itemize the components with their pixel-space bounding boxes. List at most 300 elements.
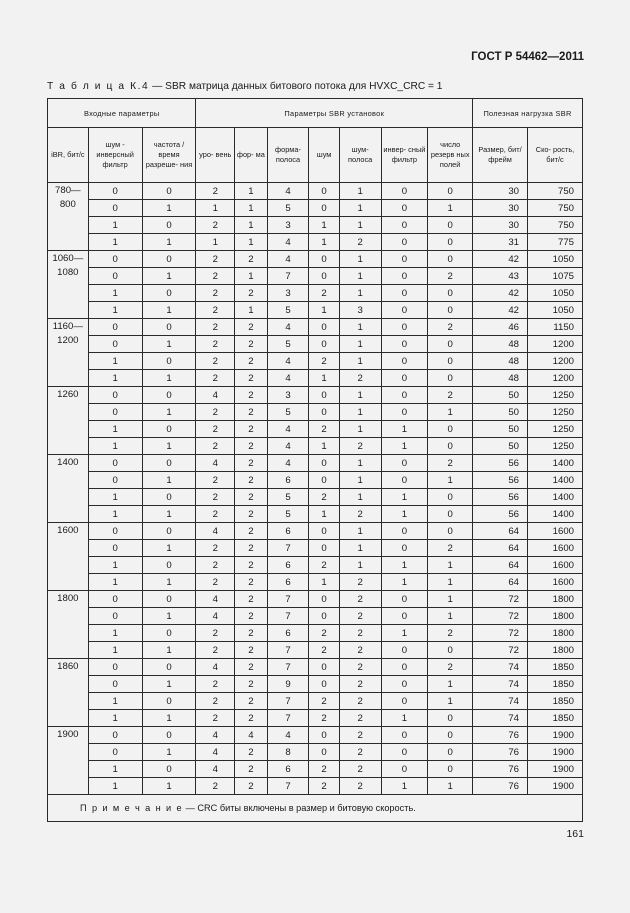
table-cell: 1 (142, 744, 196, 761)
table-cell: 4 (267, 438, 309, 455)
table-cell: 56 (473, 472, 528, 489)
table-cell: 42 (473, 251, 528, 268)
table-cell: 2 (235, 336, 268, 353)
table-cell: 1 (381, 421, 428, 438)
table-note (48, 795, 583, 822)
table-cell: 4 (196, 659, 235, 676)
table-cell: 775 (528, 234, 583, 251)
table-row (48, 353, 583, 370)
table-cell: 1 (88, 217, 142, 234)
table-cell: 0 (142, 217, 196, 234)
table-cell: 0 (428, 370, 473, 387)
sbr-matrix-table (47, 98, 583, 822)
table-row (48, 268, 583, 285)
table-row (48, 625, 583, 642)
table-cell: 0 (88, 404, 142, 421)
table-cell: 0 (142, 557, 196, 574)
table-cell: 0 (381, 727, 428, 744)
table-cell: 0 (88, 591, 142, 608)
ibr-cell: 1260 (48, 387, 89, 455)
table-cell: 6 (267, 557, 309, 574)
table-cell: 1250 (528, 387, 583, 404)
table-cell: 1 (339, 557, 381, 574)
table-cell: 0 (142, 353, 196, 370)
table-cell: 2 (196, 574, 235, 591)
table-cell: 2 (339, 370, 381, 387)
table-cell: 1 (339, 183, 381, 200)
table-cell: 2 (309, 285, 340, 302)
table-row (48, 387, 583, 404)
column-header: частота / время разреше- ния (142, 128, 196, 183)
table-cell: 64 (473, 574, 528, 591)
column-header: шум- полоса (339, 128, 381, 183)
table-cell: 1900 (528, 744, 583, 761)
table-cell: 76 (473, 744, 528, 761)
table-cell: 0 (428, 336, 473, 353)
table-cell: 7 (267, 268, 309, 285)
table-cell: 1 (339, 489, 381, 506)
table-cell: 1 (88, 370, 142, 387)
table-cell: 0 (88, 183, 142, 200)
table-cell: 1 (88, 506, 142, 523)
table-cell: 0 (428, 234, 473, 251)
table-cell: 1 (381, 438, 428, 455)
table-cell: 0 (309, 659, 340, 676)
table-cell: 2 (196, 710, 235, 727)
table-row (48, 523, 583, 540)
table-cell: 1 (196, 234, 235, 251)
table-caption (47, 81, 442, 92)
table-cell: 1 (142, 608, 196, 625)
table-cell: 0 (428, 251, 473, 268)
table-cell: 72 (473, 642, 528, 659)
table-cell: 1 (142, 710, 196, 727)
note-text: — CRC биты включены в размер и битовую скорость. (183, 803, 416, 813)
table-cell: 0 (428, 353, 473, 370)
column-header: фор- ма (235, 128, 268, 183)
table-cell: 2 (196, 370, 235, 387)
table-row (48, 642, 583, 659)
table-cell: 0 (381, 217, 428, 234)
table-row (48, 404, 583, 421)
table-row (48, 557, 583, 574)
table-cell: 1 (339, 200, 381, 217)
table-cell: 2 (196, 285, 235, 302)
table-cell: 0 (88, 387, 142, 404)
table-cell: 1 (142, 370, 196, 387)
table-cell: 6 (267, 523, 309, 540)
table-cell: 2 (196, 183, 235, 200)
table-cell: 1075 (528, 268, 583, 285)
table-cell: 2 (235, 472, 268, 489)
table-cell: 74 (473, 676, 528, 693)
table-cell: 0 (381, 302, 428, 319)
table-cell: 50 (473, 404, 528, 421)
table-cell: 0 (88, 523, 142, 540)
table-cell: 1600 (528, 574, 583, 591)
table-cell: 1 (142, 438, 196, 455)
table-cell: 1250 (528, 438, 583, 455)
table-cell: 2 (196, 642, 235, 659)
table-cell: 1 (88, 642, 142, 659)
table-cell: 1400 (528, 506, 583, 523)
table-cell: 1 (428, 676, 473, 693)
table-cell: 4 (235, 727, 268, 744)
table-cell: 1 (309, 574, 340, 591)
table-cell: 0 (309, 727, 340, 744)
table-cell: 1 (142, 574, 196, 591)
table-cell: 0 (88, 200, 142, 217)
table-cell: 1 (142, 676, 196, 693)
ibr-cell: 1800 (48, 591, 89, 659)
column-header: Размер, бит/фрейм (473, 128, 528, 183)
table-cell: 1 (235, 183, 268, 200)
table-cell: 1600 (528, 523, 583, 540)
table-cell: 2 (339, 438, 381, 455)
table-cell: 72 (473, 608, 528, 625)
table-cell: 0 (309, 183, 340, 200)
table-row (48, 778, 583, 795)
table-cell: 0 (381, 268, 428, 285)
table-cell: 0 (381, 744, 428, 761)
table-cell: 1850 (528, 693, 583, 710)
table-cell: 7 (267, 778, 309, 795)
table-cell: 1200 (528, 370, 583, 387)
table-cell: 2 (309, 642, 340, 659)
table-cell: 1 (196, 200, 235, 217)
table-row (48, 319, 583, 336)
table-cell: 1 (88, 489, 142, 506)
table-cell: 4 (196, 608, 235, 625)
table-cell: 6 (267, 625, 309, 642)
table-cell: 1400 (528, 489, 583, 506)
table-cell: 0 (428, 727, 473, 744)
table-cell: 0 (381, 183, 428, 200)
table-cell: 1800 (528, 591, 583, 608)
table-cell: 2 (339, 234, 381, 251)
table-row (48, 676, 583, 693)
table-cell: 0 (88, 540, 142, 557)
table-cell: 2 (428, 540, 473, 557)
table-cell: 4 (267, 727, 309, 744)
table-cell: 0 (381, 387, 428, 404)
table-cell: 30 (473, 183, 528, 200)
table-cell: 56 (473, 455, 528, 472)
table-cell: 0 (381, 404, 428, 421)
table-cell: 74 (473, 710, 528, 727)
table-cell: 4 (267, 421, 309, 438)
table-cell: 2 (235, 608, 268, 625)
table-cell: 2 (339, 591, 381, 608)
table-cell: 1200 (528, 336, 583, 353)
table-cell: 2 (196, 421, 235, 438)
table-cell: 3 (267, 217, 309, 234)
table-cell: 4 (196, 523, 235, 540)
table-cell: 48 (473, 370, 528, 387)
table-cell: 0 (381, 761, 428, 778)
table-cell: 0 (309, 591, 340, 608)
table-cell: 30 (473, 200, 528, 217)
table-cell: 2 (428, 268, 473, 285)
table-cell: 2 (235, 455, 268, 472)
table-cell: 2 (339, 778, 381, 795)
table-row (48, 200, 583, 217)
table-cell: 1 (339, 353, 381, 370)
table-cell: 72 (473, 591, 528, 608)
table-cell: 0 (428, 761, 473, 778)
table-cell: 1900 (528, 761, 583, 778)
table-row (48, 506, 583, 523)
table-cell: 1 (381, 506, 428, 523)
table-cell: 750 (528, 217, 583, 234)
table-cell: 1250 (528, 404, 583, 421)
table-row (48, 472, 583, 489)
table-cell: 2 (309, 693, 340, 710)
ibr-cell: 1600 (48, 523, 89, 591)
table-cell: 7 (267, 591, 309, 608)
table-cell: 0 (381, 234, 428, 251)
table-cell: 0 (428, 438, 473, 455)
table-cell: 0 (88, 268, 142, 285)
table-cell: 1850 (528, 710, 583, 727)
table-cell: 1 (88, 302, 142, 319)
table-cell: 0 (142, 591, 196, 608)
table-cell: 0 (142, 625, 196, 642)
table-row (48, 744, 583, 761)
table-cell: 2 (196, 336, 235, 353)
table-row (48, 608, 583, 625)
table-cell: 1900 (528, 778, 583, 795)
table-cell: 2 (196, 557, 235, 574)
table-cell: 0 (142, 727, 196, 744)
column-header: уро- вень (196, 128, 235, 183)
table-cell: 1 (235, 200, 268, 217)
table-cell: 2 (309, 778, 340, 795)
table-cell: 1 (428, 574, 473, 591)
table-cell: 42 (473, 302, 528, 319)
table-cell: 5 (267, 200, 309, 217)
table-row (48, 540, 583, 557)
table-cell: 2 (196, 353, 235, 370)
table-cell: 2 (235, 506, 268, 523)
column-header-row (48, 128, 583, 183)
table-cell: 2 (196, 693, 235, 710)
table-cell: 1 (142, 472, 196, 489)
table-cell: 0 (142, 183, 196, 200)
table-cell: 48 (473, 336, 528, 353)
table-cell: 1 (428, 472, 473, 489)
table-cell: 1900 (528, 727, 583, 744)
table-cell: 1 (339, 421, 381, 438)
table-cell: 2 (196, 251, 235, 268)
table-row (48, 489, 583, 506)
table-cell: 0 (309, 608, 340, 625)
table-cell: 4 (267, 353, 309, 370)
table-row (48, 302, 583, 319)
table-cell: 4 (267, 319, 309, 336)
table-cell: 1 (381, 489, 428, 506)
table-cell: 2 (235, 285, 268, 302)
ibr-cell: 1900 (48, 727, 89, 795)
table-cell: 1 (339, 217, 381, 234)
table-cell: 5 (267, 404, 309, 421)
table-cell: 2 (235, 523, 268, 540)
table-cell: 1 (428, 200, 473, 217)
table-cell: 2 (235, 676, 268, 693)
table-cell: 2 (235, 353, 268, 370)
table-cell: 4 (267, 455, 309, 472)
table-cell: 1 (88, 438, 142, 455)
column-header: Ско- рость, бит/с (528, 128, 583, 183)
table-cell: 1 (428, 404, 473, 421)
table-cell: 2 (235, 387, 268, 404)
table-cell: 2 (196, 506, 235, 523)
table-cell: 1 (235, 234, 268, 251)
table-cell: 0 (142, 761, 196, 778)
table-cell: 1 (88, 353, 142, 370)
ibr-cell: 1860 (48, 659, 89, 727)
table-cell: 2 (309, 710, 340, 727)
table-cell: 0 (88, 472, 142, 489)
table-cell: 0 (428, 285, 473, 302)
column-header: форма- полоса (267, 128, 309, 183)
table-cell: 2 (339, 676, 381, 693)
group-header-payload: Полезная нагрузка SBR (473, 99, 583, 128)
table-cell: 750 (528, 183, 583, 200)
table-cell: 1 (88, 625, 142, 642)
table-cell: 0 (428, 744, 473, 761)
table-cell: 0 (309, 200, 340, 217)
table-cell: 1 (309, 302, 340, 319)
table-cell: 0 (309, 404, 340, 421)
table-cell: 2 (309, 625, 340, 642)
table-cell: 1050 (528, 302, 583, 319)
table-cell: 1 (309, 217, 340, 234)
table-row (48, 438, 583, 455)
table-cell: 2 (235, 557, 268, 574)
table-cell: 1600 (528, 557, 583, 574)
table-cell: 1 (88, 234, 142, 251)
table-row (48, 183, 583, 200)
table-cell: 0 (309, 336, 340, 353)
table-cell: 1050 (528, 251, 583, 268)
table-cell: 0 (142, 421, 196, 438)
table-row (48, 336, 583, 353)
table-cell: 1 (235, 302, 268, 319)
table-cell: 2 (235, 370, 268, 387)
table-cell: 2 (235, 574, 268, 591)
table-cell: 56 (473, 489, 528, 506)
note-row (48, 795, 583, 822)
table-cell: 0 (309, 251, 340, 268)
table-cell: 1 (339, 251, 381, 268)
table-cell: 2 (196, 438, 235, 455)
table-cell: 1 (428, 778, 473, 795)
table-cell: 0 (428, 421, 473, 438)
table-cell: 0 (309, 523, 340, 540)
table-cell: 0 (428, 217, 473, 234)
table-cell: 1 (309, 506, 340, 523)
table-cell: 46 (473, 319, 528, 336)
table-cell: 1600 (528, 540, 583, 557)
table-cell: 64 (473, 523, 528, 540)
table-cell: 0 (309, 472, 340, 489)
table-cell: 43 (473, 268, 528, 285)
table-cell: 0 (381, 659, 428, 676)
table-cell: 1 (339, 540, 381, 557)
group-header-sbr: Параметры SBR установок (196, 99, 473, 128)
table-cell: 2 (339, 642, 381, 659)
table-cell: 42 (473, 285, 528, 302)
table-cell: 750 (528, 200, 583, 217)
table-cell: 1 (142, 506, 196, 523)
table-cell: 2 (428, 387, 473, 404)
table-cell: 0 (428, 302, 473, 319)
table-row (48, 693, 583, 710)
table-cell: 1 (235, 268, 268, 285)
table-cell: 1 (142, 234, 196, 251)
table-row (48, 217, 583, 234)
table-cell: 0 (88, 251, 142, 268)
table-cell: 6 (267, 574, 309, 591)
table-cell: 1250 (528, 421, 583, 438)
table-cell: 2 (235, 540, 268, 557)
table-cell: 2 (339, 574, 381, 591)
table-cell: 2 (235, 438, 268, 455)
table-cell: 2 (196, 217, 235, 234)
table-cell: 1 (428, 608, 473, 625)
table-cell: 1 (142, 336, 196, 353)
table-cell: 0 (88, 608, 142, 625)
table-cell: 1 (428, 693, 473, 710)
column-header: инвер- сный фильтр (381, 128, 428, 183)
table-cell: 1 (339, 523, 381, 540)
table-cell: 1 (88, 778, 142, 795)
table-cell: 0 (381, 540, 428, 557)
table-cell: 64 (473, 540, 528, 557)
table-cell: 2 (196, 268, 235, 285)
table-cell: 1 (339, 387, 381, 404)
table-row (48, 591, 583, 608)
caption-text: — SBR матрица данных битового потока для HVXC_CRC = 1 (149, 81, 443, 92)
table-cell: 2 (235, 642, 268, 659)
table-cell: 0 (428, 183, 473, 200)
table-cell: 2 (339, 625, 381, 642)
table-cell: 7 (267, 659, 309, 676)
table-cell: 0 (381, 676, 428, 693)
table-cell: 0 (88, 744, 142, 761)
table-cell: 1 (142, 540, 196, 557)
table-cell: 7 (267, 710, 309, 727)
table-cell: 2 (235, 710, 268, 727)
table-cell: 2 (235, 489, 268, 506)
table-cell: 0 (309, 387, 340, 404)
table-cell: 0 (428, 506, 473, 523)
table-cell: 0 (309, 268, 340, 285)
table-row (48, 285, 583, 302)
table-cell: 2 (235, 659, 268, 676)
table-cell: 0 (381, 642, 428, 659)
table-cell: 1800 (528, 625, 583, 642)
table-cell: 9 (267, 676, 309, 693)
table-row (48, 659, 583, 676)
table-cell: 1850 (528, 659, 583, 676)
table-cell: 0 (381, 455, 428, 472)
table-cell: 2 (235, 744, 268, 761)
table-cell: 2 (196, 625, 235, 642)
table-cell: 0 (381, 370, 428, 387)
table-cell: 2 (309, 353, 340, 370)
